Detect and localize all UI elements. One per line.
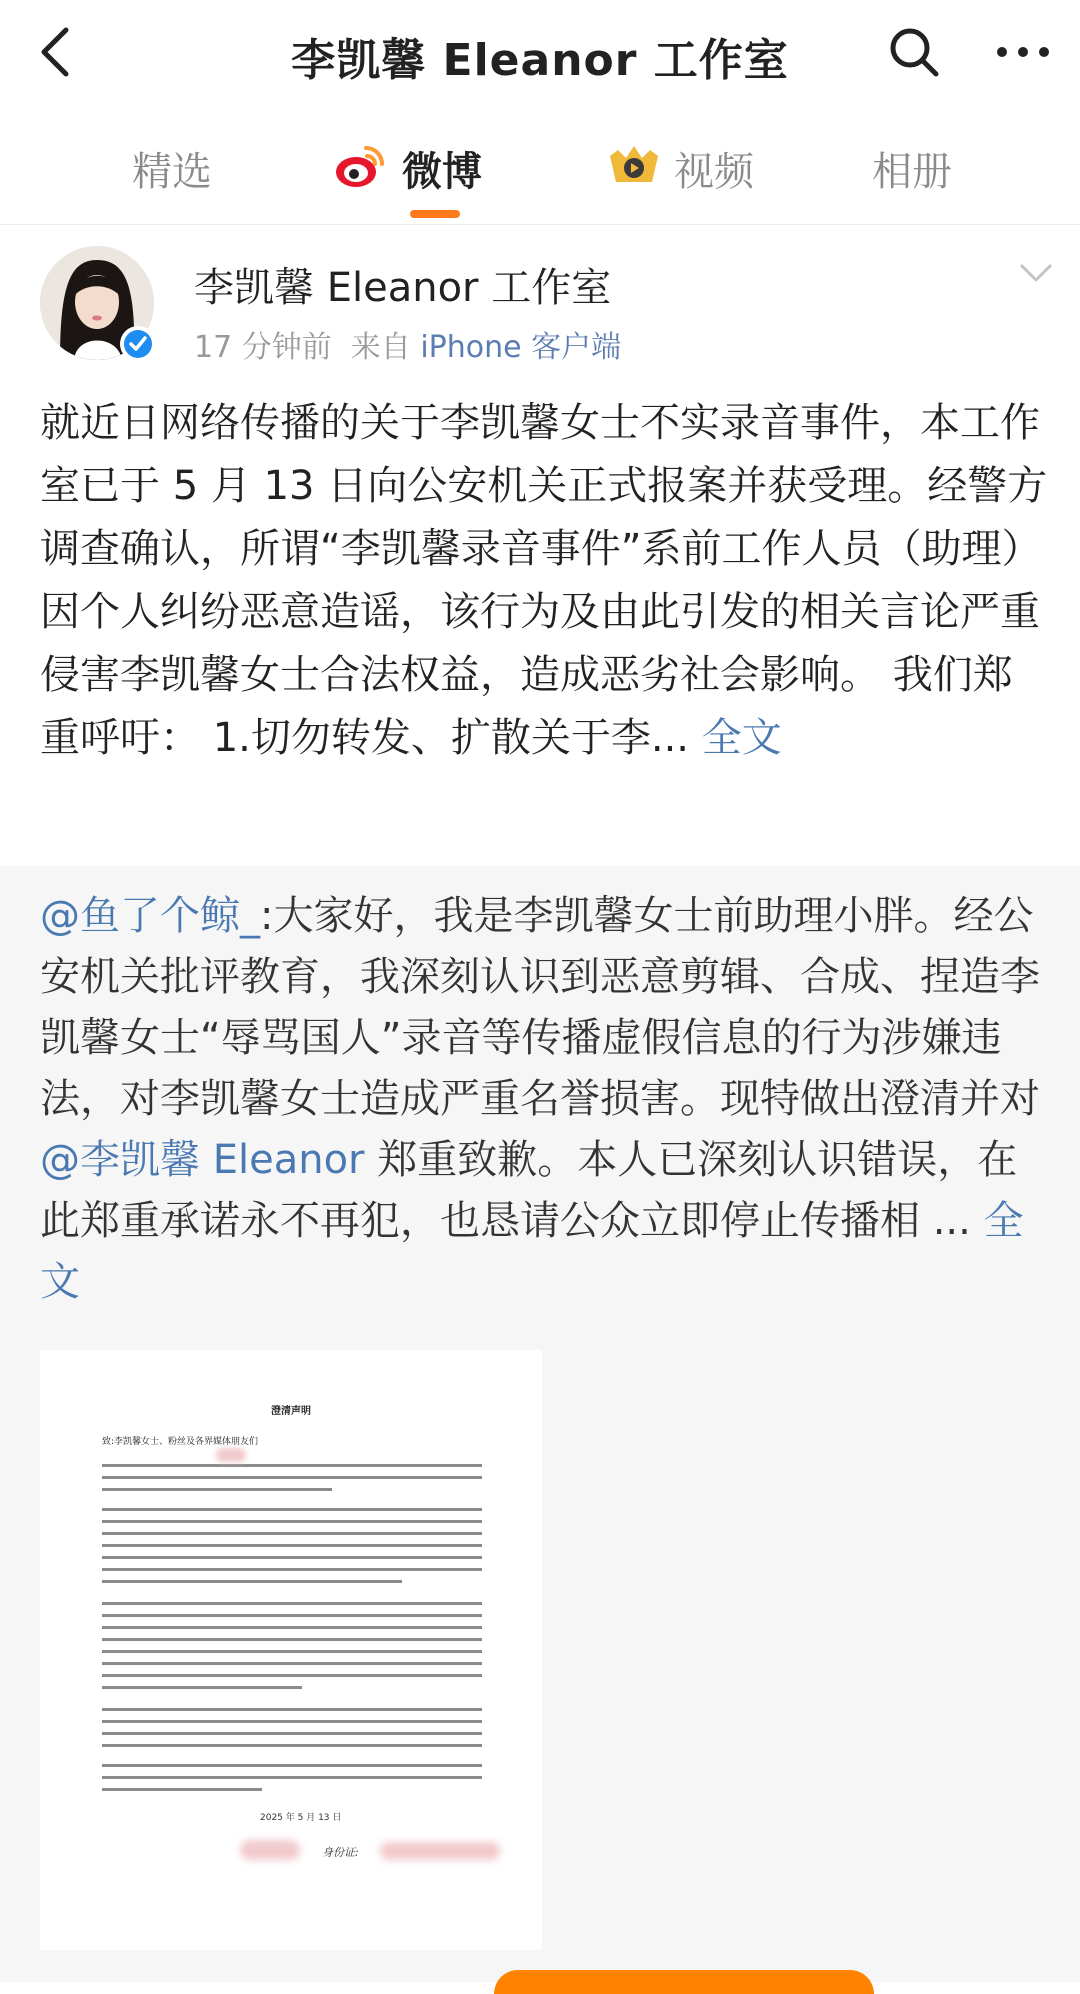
post-meta (194, 322, 621, 366)
page-title: 李凯馨 Eleanor 工作室 (291, 35, 789, 86)
signature-label: 身份证: (322, 1846, 359, 1859)
document-text-line (102, 1686, 302, 1689)
document-text-line (102, 1720, 482, 1723)
document-text-line (102, 1744, 482, 1747)
document-text-line (102, 1776, 482, 1779)
document-text-line (102, 1788, 262, 1791)
tab-featured[interactable]: 精选 (132, 149, 212, 195)
document-text-line (102, 1532, 482, 1535)
document-text-line (102, 1626, 482, 1629)
tab-weibo[interactable]: 微博 (402, 149, 482, 195)
repost-body (40, 886, 1050, 1313)
document-greeting: 致:李凯馨女士、粉丝及各界媒体朋友们 (102, 1437, 259, 1447)
video-icon (606, 142, 662, 190)
document-text-line (102, 1464, 482, 1467)
reposted-post[interactable] (0, 866, 1080, 1982)
full-text-link[interactable]: 全文 (701, 715, 782, 761)
document-text-line (102, 1614, 482, 1617)
document-text-line (102, 1556, 482, 1559)
document-text-line (102, 1650, 482, 1653)
post-body (40, 392, 1050, 770)
top-nav-bar (0, 0, 1080, 110)
document-text-line (102, 1580, 402, 1583)
post-time: 17 分钟前 (194, 330, 332, 365)
name-blur (216, 1448, 246, 1462)
tab-video[interactable]: 视频 (674, 149, 754, 195)
document-text-line (102, 1544, 482, 1547)
chevron-down-icon[interactable] (1016, 258, 1056, 288)
id-number-blur (380, 1842, 500, 1860)
post-source-prefix: 来自 (350, 330, 411, 365)
document-title: 澄清声明 (271, 1406, 311, 1417)
post-source[interactable]: iPhone 客户端 (420, 330, 622, 365)
document-text-line (102, 1638, 482, 1641)
post-text: 就近日网络传播的关于李凯馨女士不实录音事件，本工作室已于 5 月 13 日向公安机关正式报案并获受理。经警方调查确认，所谓“李凯馨录音事件”系前工作人员（助理）因个人纠纷恶意造谣，该行为及由此引发的相关言论严重侵害李凯馨女士合法权益，造成恶劣社会影响。 我们郑重呼吁： 1.切勿转发、扩散关于李... (40, 400, 1048, 761)
search-icon[interactable] (884, 22, 944, 82)
repost-full-text-link[interactable]: 全文 (40, 1198, 1024, 1305)
signature-blur (240, 1840, 300, 1860)
post-author-name[interactable]: 李凯馨 Eleanor 工作室 (194, 265, 612, 311)
profile-tabs (0, 110, 1080, 225)
document-text-line (102, 1520, 482, 1523)
document-text-line (102, 1662, 482, 1665)
document-text-line (102, 1476, 482, 1479)
repost-text-part1: :大家好，我是李凯馨女士前助理小胖。经公安机关批评教育，我深刻认识到恶意剪辑、合成、捏造李凯馨女士“辱骂国人”录音等传播虚假信息的行为涉嫌违法，对李凯馨女士造成严重名誉损害。现特做出澄清并对 (40, 893, 1040, 1122)
repost-text-part2: 郑重致歉。本人已深刻认识错误，在此郑重承诺永不再犯，也恳请公众立即停止传播相 ... (40, 1137, 1018, 1244)
repost-author-mention[interactable]: @鱼了个鲸_ (40, 893, 260, 939)
document-text-line (102, 1674, 482, 1677)
weibo-logo-icon (334, 142, 386, 190)
document-text-line (102, 1568, 482, 1571)
verified-badge-icon (120, 326, 156, 362)
document-text-line (102, 1708, 482, 1711)
document-text-line (102, 1602, 482, 1605)
floating-action-button[interactable] (494, 1970, 874, 1994)
document-text-line (102, 1764, 482, 1767)
document-text-line (102, 1508, 482, 1511)
tab-album[interactable]: 相册 (872, 149, 952, 195)
document-text-line (102, 1488, 332, 1491)
repost-mention-eleanor[interactable]: @李凯馨 Eleanor (40, 1137, 365, 1183)
statement-document-image[interactable] (40, 1350, 542, 1950)
active-tab-indicator (410, 210, 460, 218)
document-text-line (102, 1732, 482, 1735)
document-date: 2025 年 5 月 13 日 (260, 1813, 342, 1823)
more-icon[interactable] (988, 22, 1058, 82)
